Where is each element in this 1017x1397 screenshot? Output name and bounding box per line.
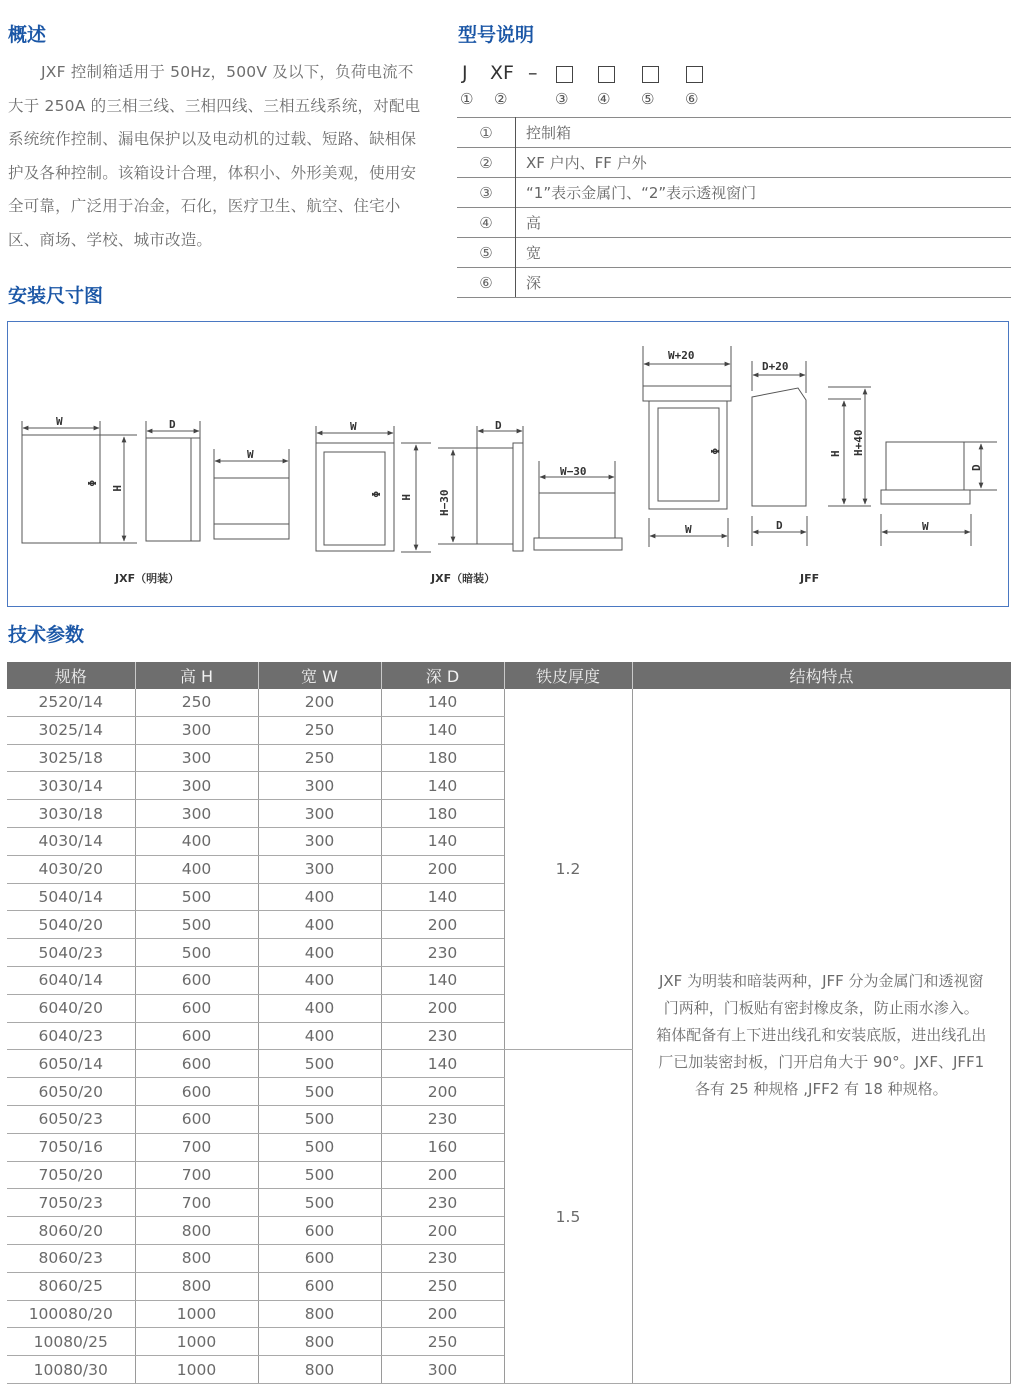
caption-jxf-surface: JXF（明装） bbox=[115, 572, 180, 585]
dim-label-h: H bbox=[829, 450, 842, 457]
model-legend-desc: XF 户内、FF 户外 bbox=[516, 148, 1012, 178]
header-spec: 规格 bbox=[7, 662, 135, 689]
cell-depth: 200 bbox=[381, 1161, 504, 1189]
install-title: 安装尺寸图 bbox=[8, 285, 104, 307]
code-marker-4: ④ bbox=[597, 90, 611, 108]
cell-spec: 7050/16 bbox=[7, 1133, 135, 1161]
header-width: 宽 W bbox=[258, 662, 381, 689]
cell-spec: 3025/18 bbox=[7, 744, 135, 772]
cell-depth: 250 bbox=[381, 1328, 504, 1356]
header-thickness: 铁皮厚度 bbox=[504, 662, 632, 689]
cell-width: 800 bbox=[258, 1300, 381, 1328]
feature-paragraph: JXF 为明装和暗装两种，JFF 分为金属门和透视窗门两种，门板贴有密封橡皮条，防止雨水渗入。 bbox=[658, 972, 984, 1018]
cell-features bbox=[632, 689, 1011, 1383]
cell-depth: 230 bbox=[381, 939, 504, 967]
cell-depth: 180 bbox=[381, 800, 504, 828]
dim-label-d-plus-20: D+20 bbox=[762, 360, 789, 373]
cell-depth: 200 bbox=[381, 1217, 504, 1245]
cell-thickness: 1.5 bbox=[504, 1050, 632, 1384]
cell-spec: 5040/23 bbox=[7, 939, 135, 967]
cell-depth: 140 bbox=[381, 689, 504, 716]
cell-width: 800 bbox=[258, 1356, 381, 1384]
cell-depth: 200 bbox=[381, 1078, 504, 1106]
handle-label: Φ bbox=[708, 448, 721, 455]
cell-width: 400 bbox=[258, 966, 381, 994]
cell-depth: 160 bbox=[381, 1133, 504, 1161]
dim-label-d: D bbox=[776, 519, 783, 532]
cell-spec: 3030/18 bbox=[7, 800, 135, 828]
code-marker-1: ① bbox=[460, 90, 474, 108]
install-diagram-svg bbox=[1, 1, 1017, 621]
cell-height: 500 bbox=[135, 939, 258, 967]
cell-height: 400 bbox=[135, 855, 258, 883]
cell-spec: 6050/23 bbox=[7, 1105, 135, 1133]
cell-height: 700 bbox=[135, 1133, 258, 1161]
cell-width: 400 bbox=[258, 939, 381, 967]
cell-depth: 140 bbox=[381, 1050, 504, 1078]
dim-label-w: W bbox=[922, 520, 929, 533]
tech-params-table bbox=[7, 662, 1011, 1384]
model-legend-marker: ⑤ bbox=[457, 238, 516, 268]
feature-paragraph: 箱体配备有上下进出线孔和安装底版，进出线孔出厂已加装密封板，门开启角大于 90°。JXF、JFF1 各有 25 种规格 ,JFF2 有 18 种规格。 bbox=[656, 1026, 987, 1099]
dim-label-w: W bbox=[247, 448, 254, 461]
cell-height: 600 bbox=[135, 994, 258, 1022]
cell-width: 300 bbox=[258, 827, 381, 855]
cell-height: 700 bbox=[135, 1189, 258, 1217]
code-marker-2: ② bbox=[494, 90, 508, 108]
code-j: J bbox=[462, 62, 468, 84]
caption-jff: JFF bbox=[800, 572, 820, 585]
cell-spec: 5040/14 bbox=[7, 883, 135, 911]
cell-width: 400 bbox=[258, 1022, 381, 1050]
code-marker-3: ③ bbox=[555, 90, 569, 108]
dim-label-d: D bbox=[970, 464, 983, 471]
tech-title: 技术参数 bbox=[8, 624, 85, 646]
cell-height: 800 bbox=[135, 1272, 258, 1300]
cell-height: 800 bbox=[135, 1244, 258, 1272]
cell-width: 800 bbox=[258, 1328, 381, 1356]
model-legend-marker: ④ bbox=[457, 208, 516, 238]
cell-width: 300 bbox=[258, 855, 381, 883]
jxf-surface-side bbox=[146, 421, 200, 541]
table-row bbox=[7, 689, 1011, 716]
table-header-row bbox=[7, 662, 1011, 689]
dim-label-w: W bbox=[350, 420, 357, 433]
dim-label-w-minus-30: W−30 bbox=[560, 465, 587, 478]
jxf-flush-front bbox=[316, 426, 431, 552]
cell-depth: 200 bbox=[381, 855, 504, 883]
cell-width: 500 bbox=[258, 1189, 381, 1217]
jff-top bbox=[881, 442, 997, 546]
cell-depth: 140 bbox=[381, 827, 504, 855]
cell-spec: 8060/23 bbox=[7, 1244, 135, 1272]
cell-depth: 230 bbox=[381, 1022, 504, 1050]
cell-spec: 10080/25 bbox=[7, 1328, 135, 1356]
cell-depth: 180 bbox=[381, 744, 504, 772]
cell-height: 250 bbox=[135, 689, 258, 716]
cell-height: 600 bbox=[135, 1078, 258, 1106]
dim-label-d: D bbox=[495, 419, 502, 432]
cell-height: 600 bbox=[135, 1050, 258, 1078]
header-depth: 深 D bbox=[381, 662, 504, 689]
cell-spec: 10080/30 bbox=[7, 1356, 135, 1384]
cell-spec: 8060/20 bbox=[7, 1217, 135, 1245]
model-legend-marker: ⑥ bbox=[457, 268, 516, 298]
cell-height: 700 bbox=[135, 1161, 258, 1189]
cell-spec: 100080/20 bbox=[7, 1300, 135, 1328]
cell-width: 300 bbox=[258, 800, 381, 828]
dim-label-w-plus-20: W+20 bbox=[668, 349, 695, 362]
overview-paragraph: JXF 控制箱适用于 50Hz，500V 及以下，负荷电流不大于 250A 的三相三线、三相四线、三相五线系统，对配电系统统作控制、漏电保护以及电动机的过载、短路、缺相保护及各种控制。该箱设计合理，体积小、外形美观，使用安全可靠，广泛用于冶金，石化，医疗卫生、航空、住宅小区、商场、学校、城市改造。 bbox=[8, 63, 421, 249]
cell-width: 500 bbox=[258, 1161, 381, 1189]
cell-height: 1000 bbox=[135, 1328, 258, 1356]
cell-depth: 250 bbox=[381, 1272, 504, 1300]
cell-height: 1000 bbox=[135, 1356, 258, 1384]
model-legend-marker: ① bbox=[457, 118, 516, 148]
dim-label-w: W bbox=[56, 415, 63, 428]
cell-height: 400 bbox=[135, 827, 258, 855]
cell-height: 500 bbox=[135, 883, 258, 911]
cell-width: 300 bbox=[258, 772, 381, 800]
cell-depth: 300 bbox=[381, 1356, 504, 1384]
model-title: 型号说明 bbox=[458, 24, 535, 46]
cell-height: 800 bbox=[135, 1217, 258, 1245]
cell-spec: 6040/14 bbox=[7, 966, 135, 994]
cell-depth: 140 bbox=[381, 772, 504, 800]
cell-spec: 2520/14 bbox=[7, 689, 135, 716]
cell-depth: 230 bbox=[381, 1105, 504, 1133]
cell-spec: 4030/20 bbox=[7, 855, 135, 883]
cell-spec: 4030/14 bbox=[7, 827, 135, 855]
model-legend-desc: 高 bbox=[516, 208, 1012, 238]
cell-height: 300 bbox=[135, 772, 258, 800]
header-height: 高 H bbox=[135, 662, 258, 689]
code-xf: XF bbox=[490, 62, 514, 84]
cell-height: 600 bbox=[135, 966, 258, 994]
cell-width: 400 bbox=[258, 883, 381, 911]
cell-height: 500 bbox=[135, 911, 258, 939]
jxf-surface-front bbox=[22, 421, 137, 543]
model-legend-marker: ③ bbox=[457, 178, 516, 208]
install-diagram bbox=[7, 321, 1009, 607]
cell-width: 500 bbox=[258, 1105, 381, 1133]
cell-width: 500 bbox=[258, 1078, 381, 1106]
cell-width: 400 bbox=[258, 911, 381, 939]
cell-spec: 7050/23 bbox=[7, 1189, 135, 1217]
dim-label-h-minus-30: H−30 bbox=[438, 489, 451, 516]
cell-depth: 230 bbox=[381, 1244, 504, 1272]
cell-depth: 140 bbox=[381, 966, 504, 994]
dim-label-d: D bbox=[169, 418, 176, 431]
caption-jxf-flush: JXF（暗装） bbox=[431, 572, 496, 585]
dim-label-w: W bbox=[685, 523, 692, 536]
cell-spec: 6040/20 bbox=[7, 994, 135, 1022]
cell-height: 1000 bbox=[135, 1300, 258, 1328]
jff-front bbox=[643, 346, 731, 547]
jxf-flush-side bbox=[438, 426, 523, 551]
handle-label: Φ bbox=[369, 491, 382, 498]
model-legend-desc: 控制箱 bbox=[516, 118, 1012, 148]
cell-spec: 8060/25 bbox=[7, 1272, 135, 1300]
cell-depth: 230 bbox=[381, 1189, 504, 1217]
cell-height: 600 bbox=[135, 1105, 258, 1133]
cell-depth: 140 bbox=[381, 883, 504, 911]
cell-width: 600 bbox=[258, 1217, 381, 1245]
code-marker-6: ⑥ bbox=[685, 90, 699, 108]
cell-depth: 200 bbox=[381, 1300, 504, 1328]
cell-width: 400 bbox=[258, 994, 381, 1022]
cell-height: 600 bbox=[135, 1022, 258, 1050]
cell-depth: 200 bbox=[381, 994, 504, 1022]
cell-spec: 3025/14 bbox=[7, 716, 135, 744]
cell-width: 500 bbox=[258, 1133, 381, 1161]
cell-spec: 5040/20 bbox=[7, 911, 135, 939]
jxf-surface-top bbox=[214, 449, 289, 539]
model-legend-desc: 深 bbox=[516, 268, 1012, 298]
overview-title: 概述 bbox=[8, 24, 47, 46]
cell-height: 300 bbox=[135, 716, 258, 744]
cell-thickness: 1.2 bbox=[504, 689, 632, 1050]
cell-spec: 7050/20 bbox=[7, 1161, 135, 1189]
model-legend-desc: 宽 bbox=[516, 238, 1012, 268]
handle-label: Φ bbox=[85, 480, 98, 487]
cell-spec: 6040/23 bbox=[7, 1022, 135, 1050]
dim-label-h-plus-40: H+40 bbox=[852, 429, 865, 456]
cell-width: 250 bbox=[258, 716, 381, 744]
cell-width: 500 bbox=[258, 1050, 381, 1078]
cell-spec: 3030/14 bbox=[7, 772, 135, 800]
cell-width: 250 bbox=[258, 744, 381, 772]
code-dash: – bbox=[528, 62, 538, 84]
model-legend-marker: ② bbox=[457, 148, 516, 178]
code-marker-5: ⑤ bbox=[641, 90, 655, 108]
dim-label-h: H bbox=[399, 494, 412, 501]
cell-width: 600 bbox=[258, 1272, 381, 1300]
cell-depth: 200 bbox=[381, 911, 504, 939]
cell-height: 300 bbox=[135, 800, 258, 828]
cell-spec: 6050/20 bbox=[7, 1078, 135, 1106]
cell-width: 200 bbox=[258, 689, 381, 716]
cell-depth: 140 bbox=[381, 716, 504, 744]
cell-height: 300 bbox=[135, 744, 258, 772]
model-legend-desc: “1”表示金属门、“2”表示透视窗门 bbox=[516, 178, 1012, 208]
header-features: 结构特点 bbox=[632, 662, 1011, 689]
cell-width: 600 bbox=[258, 1244, 381, 1272]
dim-label-h: H bbox=[110, 485, 123, 492]
cell-spec: 6050/14 bbox=[7, 1050, 135, 1078]
